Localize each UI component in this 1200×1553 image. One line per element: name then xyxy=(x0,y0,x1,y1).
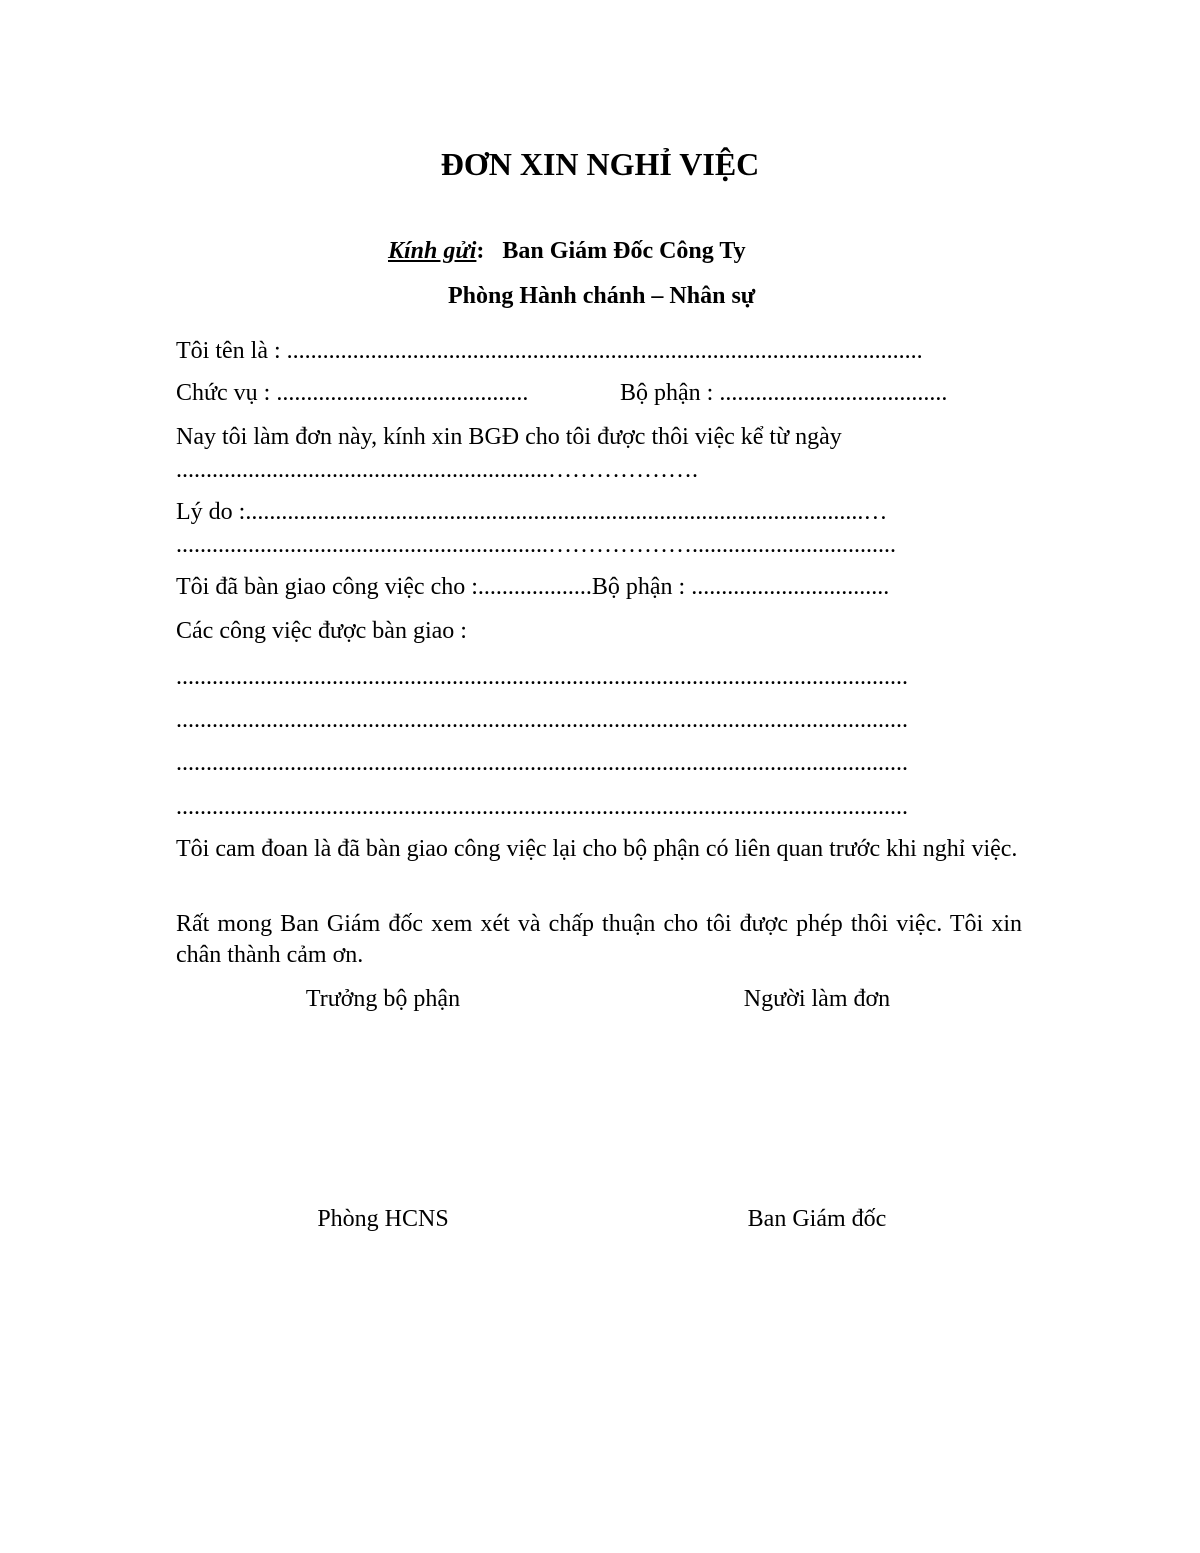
request-line-2: ..............................................................………………. xyxy=(176,457,698,483)
reason-line-2: ..............................................................……………….................................. xyxy=(176,532,896,558)
signature-board: Ban Giám đốc xyxy=(747,1206,887,1232)
task-line: .......................................................................................................................... xyxy=(176,750,908,776)
request-line-1: Nay tôi làm đơn này, kính xin BGĐ cho tôi được thôi việc kể từ ngày xyxy=(176,424,842,450)
signature-dept-head: Trưởng bộ phận xyxy=(305,986,461,1012)
department-field: Bộ phận : ...................................... xyxy=(620,380,948,406)
closing-paragraph: Rất mong Ban Giám đốc xem xét và chấp thuận cho tôi được phép thôi việc. Tôi xin chân thành cảm ơn. xyxy=(176,911,1022,968)
addressee-board: Ban Giám Đốc Công Ty xyxy=(502,238,746,264)
signature-hr: Phòng HCNS xyxy=(317,1206,449,1232)
commitment-paragraph: Tôi cam đoan là đã bàn giao công việc lại cho bộ phận có liên quan trước khi nghỉ việc. xyxy=(176,836,1018,862)
name-field: Tôi tên là : .......................................................................................................... xyxy=(176,338,923,364)
document-title: ĐƠN XIN NGHỈ VIỆC xyxy=(440,146,760,182)
addressee-hr-department: Phòng Hành chánh – Nhân sự xyxy=(448,283,756,309)
reason-line-1: Lý do :.......................................................................................................… xyxy=(176,499,888,525)
position-field: Chức vụ : .......................................... xyxy=(176,380,529,406)
task-line: .......................................................................................................................... xyxy=(176,707,908,733)
addressee-colon: : xyxy=(476,238,485,264)
signature-applicant: Người làm đơn xyxy=(743,986,891,1012)
handover-tasks-label: Các công việc được bàn giao : xyxy=(176,618,467,644)
handover-field: Tôi đã bàn giao công việc cho :...................Bộ phận : ................................. xyxy=(176,574,890,600)
task-line: .......................................................................................................................... xyxy=(176,664,908,690)
addressee-label: Kính gửi xyxy=(388,238,477,264)
task-line: .......................................................................................................................... xyxy=(176,794,908,820)
addressee-line-1 xyxy=(388,236,746,266)
